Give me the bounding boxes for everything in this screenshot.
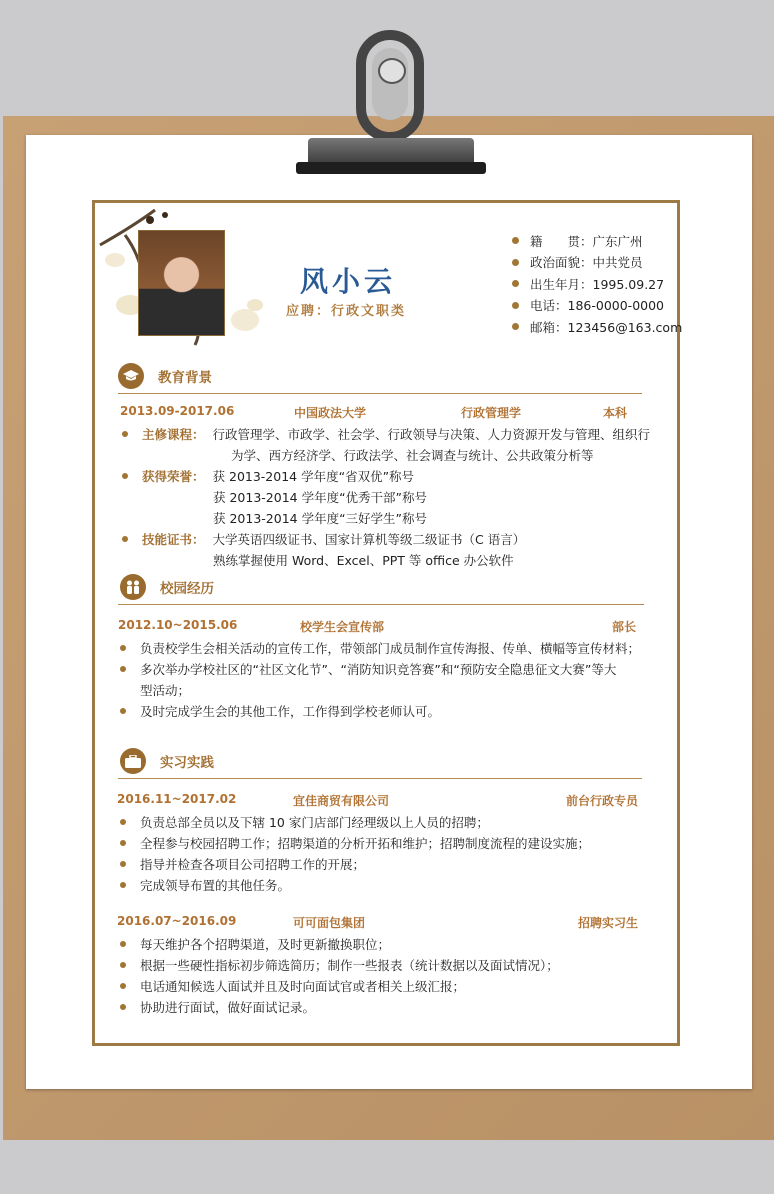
section-divider xyxy=(118,604,644,605)
bullet-dot xyxy=(512,280,519,287)
binder-clip-hole xyxy=(378,58,406,84)
info-political-status xyxy=(512,252,682,274)
section-campus-header xyxy=(120,574,214,600)
job1-company: 宜佳商贸有限公司 xyxy=(293,794,390,808)
section-title: 教育背景 xyxy=(158,370,212,386)
honors-label: 获得荣誉： xyxy=(142,468,205,484)
bullet-dot xyxy=(120,840,126,846)
bullet-dot xyxy=(120,941,126,947)
skills-label: 技能证书： xyxy=(142,531,205,547)
bullet-dot xyxy=(120,983,126,989)
job2-role: 招聘实习生 xyxy=(578,916,639,930)
item-text: 根据一些硬性指标初步筛选简历；制作一些报表（统计数据以及面试情况）； xyxy=(140,957,559,973)
bullet-dot xyxy=(122,431,128,437)
list-item xyxy=(122,528,650,549)
candidate-name: 风小云 xyxy=(300,265,397,298)
bullet-dot xyxy=(120,882,126,888)
bullet-dot xyxy=(122,473,128,479)
job2-details xyxy=(120,933,559,1017)
campus-org: 校学生会宣传部 xyxy=(300,620,385,634)
honors-text: 获 2013-2014 学年度“优秀干部”称号 xyxy=(213,489,428,505)
item-text: 多次举办学校社区的“社区文化节”、“消防知识竞答赛”和“预防安全隐患征文大赛”等大 xyxy=(140,661,617,677)
applied-position: 应聘：行政文职类 xyxy=(286,304,407,319)
list-item xyxy=(120,811,590,832)
info-text: 电话：186-0000-0000 xyxy=(530,298,665,314)
skills-text: 大学英语四级证书、国家计算机等级二级证书（C 语言） xyxy=(212,531,526,547)
job1-period: 2016.11~2017.02 xyxy=(117,792,237,806)
courses-label: 主修课程： xyxy=(142,426,205,442)
bullet-dot xyxy=(120,645,126,651)
people-icon xyxy=(120,574,146,600)
section-divider xyxy=(118,393,642,394)
section-divider xyxy=(118,778,642,779)
list-item xyxy=(120,933,559,954)
briefcase-icon xyxy=(120,748,146,774)
info-text: 邮箱：123456@163.com xyxy=(530,319,683,335)
job1-details xyxy=(120,811,590,895)
section-title: 实习实践 xyxy=(160,755,214,771)
bullet-dot xyxy=(512,259,519,266)
honors-text: 获 2013-2014 学年度“省双优”称号 xyxy=(212,468,415,484)
list-item xyxy=(120,637,640,658)
list-item xyxy=(120,700,640,721)
info-text: 政治面貌：中共党员 xyxy=(530,255,643,271)
info-phone xyxy=(512,295,682,317)
item-text: 完成领导布置的其他任务。 xyxy=(140,877,291,893)
section-internship-header xyxy=(120,748,214,774)
skills-text: 熟练掌握使用 Word、Excel、PPT 等 office 办公软件 xyxy=(213,552,514,568)
education-major: 行政管理学 xyxy=(461,406,522,420)
bullet-dot xyxy=(120,708,126,714)
bullet-dot xyxy=(512,237,519,244)
personal-info xyxy=(512,230,682,338)
bullet-dot xyxy=(120,962,126,968)
list-item xyxy=(120,658,640,679)
job1-role: 前台行政专员 xyxy=(566,794,639,808)
courses-text: 为学、西方经济学、行政法学、社会调查与统计、公共政策分析等 xyxy=(231,447,594,463)
list-item xyxy=(120,832,590,853)
job2-company: 可可面包集团 xyxy=(293,916,366,930)
info-email xyxy=(512,316,682,338)
item-text: 负责总部全员以及下辖 10 家门店部门经理级以上人员的招聘； xyxy=(140,814,489,830)
job2-period: 2016.07~2016.09 xyxy=(117,914,237,928)
item-text: 电话通知候选人面试并且及时向面试官或者相关上级汇报； xyxy=(140,978,466,994)
info-hometown xyxy=(512,230,682,252)
item-text: 全程参与校园招聘工作；招聘渠道的分析开拓和维护；招聘制度流程的建设实施； xyxy=(140,835,591,851)
education-period: 2013.09-2017.06 xyxy=(120,404,235,418)
list-item xyxy=(122,486,650,507)
list-item xyxy=(122,465,650,486)
list-item xyxy=(120,954,559,975)
honors-text: 获 2013-2014 学年度“三好学生”称号 xyxy=(213,510,428,526)
bullet-dot xyxy=(120,861,126,867)
bullet-dot xyxy=(120,819,126,825)
education-degree: 本科 xyxy=(603,406,628,420)
item-text: 负责校学生会相关活动的宣传工作，带领部门成员制作宣传海报、传单、横幅等宣传材料； xyxy=(140,640,641,656)
item-text: 及时完成学生会的其他工作，工作得到学校老师认可。 xyxy=(140,703,441,719)
graduation-cap-icon xyxy=(118,363,144,389)
item-text: 协助进行面试，做好面试记录。 xyxy=(140,999,316,1015)
profile-photo xyxy=(138,230,225,336)
list-item xyxy=(120,996,559,1017)
section-title: 校园经历 xyxy=(160,581,214,597)
bullet-dot xyxy=(122,536,128,542)
list-item xyxy=(122,423,650,444)
list-item xyxy=(120,874,590,895)
info-text: 籍 贯：广东广州 xyxy=(530,233,643,249)
bullet-dot xyxy=(120,1004,126,1010)
list-item xyxy=(120,853,590,874)
campus-period: 2012.10~2015.06 xyxy=(118,618,238,632)
list-item xyxy=(120,975,559,996)
item-text: 型活动； xyxy=(140,682,191,698)
bullet-dot xyxy=(120,666,126,672)
list-item xyxy=(120,679,640,700)
courses-text: 行政管理学、市政学、社会学、行政领导与决策、人力资源开发与管理、组织行 xyxy=(212,426,651,442)
list-item xyxy=(122,507,650,528)
info-text: 出生年月：1995.09.27 xyxy=(530,276,665,292)
education-details xyxy=(122,423,650,570)
list-item xyxy=(122,549,650,570)
education-school: 中国政法大学 xyxy=(294,406,367,420)
bullet-dot xyxy=(512,302,519,309)
item-text: 指导并检查各项目公司招聘工作的开展； xyxy=(140,856,366,872)
section-education-header xyxy=(118,363,212,389)
binder-clip-edge xyxy=(296,162,486,174)
list-item xyxy=(122,444,650,465)
bullet-dot xyxy=(512,323,519,330)
campus-details xyxy=(120,637,640,721)
info-birthdate xyxy=(512,273,682,295)
item-text: 每天维护各个招聘渠道，及时更新撤换职位； xyxy=(140,936,391,952)
campus-role: 部长 xyxy=(612,620,637,634)
